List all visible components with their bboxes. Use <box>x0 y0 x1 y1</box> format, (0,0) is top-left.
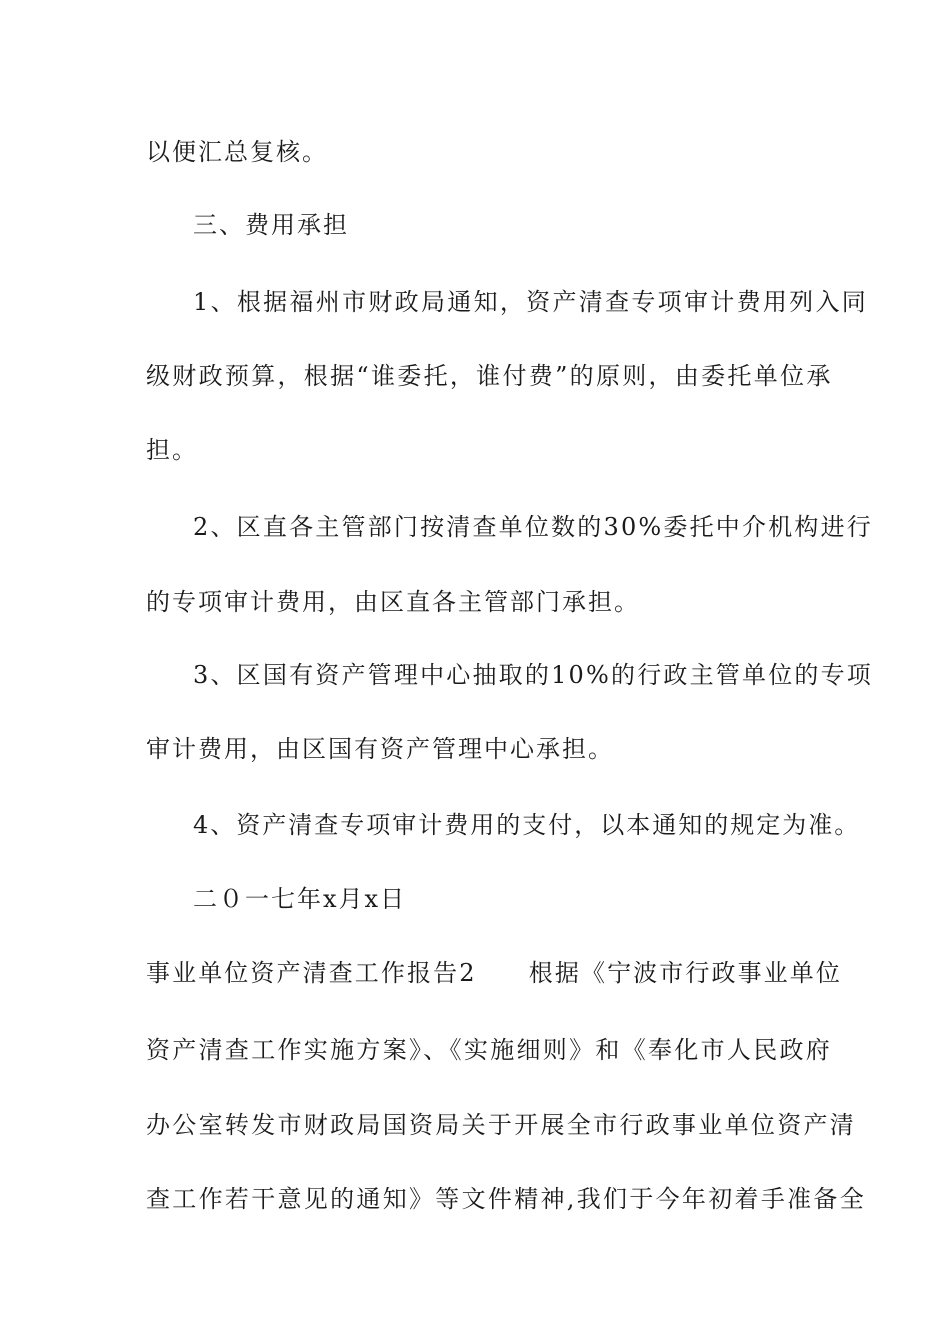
text-line: 审计费用，由区国有资产管理中心承担。 <box>146 735 614 763</box>
text-line: 3、区国有资产管理中心抽取的10%的行政主管单位的专项 <box>193 661 874 689</box>
text-line: 资产清查工作实施方案》、《实施细则》和《奉化市人民政府 <box>146 1036 833 1064</box>
text-line: 2、区直各主管部门按清查单位数的30%委托中介机构进行 <box>193 513 874 541</box>
text-line: 1、根据福州市财政局通知，资产清查专项审计费用列入同 <box>193 288 869 316</box>
text-line: 担。 <box>146 436 198 464</box>
date-line: 二０一七年x月x日 <box>193 885 407 913</box>
text-line: 4、资产清查专项审计费用的支付，以本通知的规定为准。 <box>193 811 861 839</box>
section-heading: 三、费用承担 <box>193 211 349 239</box>
text-line: 的专项审计费用，由区直各主管部门承担。 <box>146 588 640 616</box>
text-line: 事业单位资产清查工作报告2 根据《宁波市行政事业单位 <box>146 959 842 987</box>
text-line: 查工作若干意见的通知》等文件精神,我们于今年初着手准备全 <box>146 1185 867 1213</box>
text-line: 办公室转发市财政局国资局关于开展全市行政事业单位资产清 <box>146 1111 857 1139</box>
text-line: 级财政预算，根据“谁委托，谁付费”的原则，由委托单位承 <box>146 362 833 390</box>
text-line: 以便汇总复核。 <box>146 138 328 166</box>
